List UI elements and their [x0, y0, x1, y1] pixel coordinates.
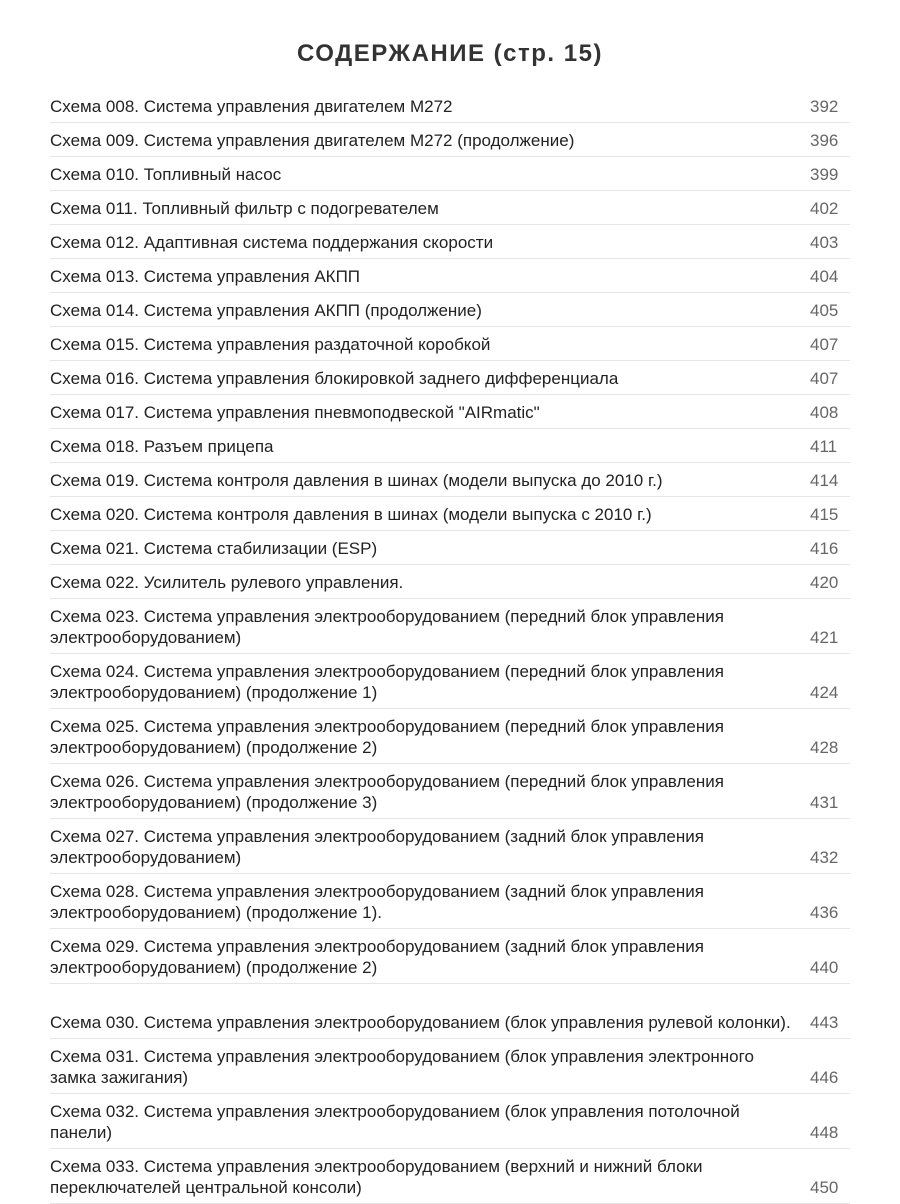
toc-entry-page: 436: [810, 903, 839, 922]
toc-entry-page: 428: [810, 738, 839, 757]
toc-entry-title: Схема 029. Система управления электрооборудованием (задний блок управления электрооборудованием) (продолжение 2): [50, 937, 704, 977]
toc-entry-title: Схема 019. Система контроля давления в шинах (модели выпуска до 2010 г.): [50, 471, 663, 490]
toc-entry-page: 421: [810, 628, 839, 647]
toc-entry-title: Схема 024. Система управления электрооборудованием (передний блок управления электрооборудованием) (продолжение 1): [50, 662, 724, 702]
toc-entry: [50, 1149, 850, 1204]
table-of-contents: [50, 89, 850, 1204]
toc-entry-page: 405: [810, 301, 839, 320]
toc-entry: [50, 361, 850, 395]
page-title: СОДЕРЖАНИЕ (стр. 15): [297, 40, 603, 67]
toc-entry-page: 407: [810, 335, 839, 354]
toc-entry-page: 404: [810, 267, 839, 286]
toc-entry: [50, 225, 850, 259]
toc-entry: [50, 497, 850, 531]
toc-entry-page: 392: [810, 97, 839, 116]
toc-entry-title: Схема 012. Адаптивная система поддержания скорости: [50, 233, 494, 252]
toc-entry-title: Схема 016. Система управления блокировкой заднего дифференциала: [50, 369, 619, 388]
toc-entry-title: Схема 025. Система управления электрооборудованием (передний блок управления электрооборудованием) (продолжение 2): [50, 717, 724, 757]
toc-entry: [50, 191, 850, 225]
toc-entry-title: Схема 021. Система стабилизации (ESP): [50, 539, 378, 558]
toc-entry-title: Схема 015. Система управления раздаточной коробкой: [50, 335, 491, 354]
toc-entry: [50, 764, 850, 819]
toc-entry-title: Схема 026. Система управления электрооборудованием (передний блок управления электрооборудованием) (продолжение 3): [50, 772, 724, 812]
toc-entry-title: Схема 018. Разъем прицепа: [50, 437, 274, 456]
toc-entry-title: Схема 022. Усилитель рулевого управления.: [50, 573, 404, 592]
toc-entry-page: 408: [810, 403, 839, 422]
toc-entry: [50, 293, 850, 327]
toc-entry-page: 407: [810, 369, 839, 388]
toc-entry: [50, 709, 850, 764]
toc-entry-title: Схема 010. Топливный насос: [50, 165, 282, 184]
toc-entry-title: Схема 031. Система управления электрооборудованием (блок управления электронного замка зажигания): [50, 1047, 754, 1087]
toc-entry-title: Схема 011. Топливный фильтр с подогревателем: [50, 199, 439, 218]
toc-entry-page: 396: [810, 131, 839, 150]
toc-entry: [50, 874, 850, 929]
toc-entry-title: Схема 033. Система управления электрооборудованием (верхний и нижний блоки переключателей центральной консоли): [50, 1157, 703, 1197]
toc-entry: [50, 531, 850, 565]
toc-entry-page: 440: [810, 958, 839, 977]
toc-entry-page: 450: [810, 1178, 839, 1197]
toc-entry: [50, 1094, 850, 1149]
toc-entry-title: Схема 030. Система управления электрооборудованием (блок управления рулевой колонки).: [50, 1013, 791, 1032]
toc-entry-title: Схема 032. Система управления электрооборудованием (блок управления потолочной панели): [50, 1102, 740, 1142]
toc-entry-page: 411: [810, 437, 838, 456]
toc-entry: [50, 599, 850, 654]
toc-entry-page: 415: [810, 505, 839, 524]
toc-entry: [50, 123, 850, 157]
toc-entry-page: 424: [810, 683, 839, 702]
toc-entry-title: Схема 020. Система контроля давления в шинах (модели выпуска с 2010 г.): [50, 505, 652, 524]
toc-entry-page: 446: [810, 1068, 839, 1087]
toc-entry-title: Схема 027. Система управления электрооборудованием (задний блок управления электрооборудованием): [50, 827, 704, 867]
toc-entry: [50, 654, 850, 709]
toc-entry-page: 431: [810, 793, 839, 812]
toc-entry: [50, 1039, 850, 1094]
toc-entry-title: Схема 009. Система управления двигателем M272 (продолжение): [50, 131, 575, 150]
toc-entry-page: 416: [810, 539, 839, 558]
toc-entry: [50, 463, 850, 497]
toc-entry-page: 414: [810, 471, 839, 490]
toc-entry-page: 399: [810, 165, 839, 184]
toc-entry: [50, 819, 850, 874]
toc-entry: [50, 429, 850, 463]
toc-entry-page: 420: [810, 573, 839, 592]
toc-entry: [50, 984, 850, 1039]
toc-entry-title: Схема 023. Система управления электрооборудованием (передний блок управления электрооборудованием): [50, 607, 724, 647]
toc-entry: [50, 395, 850, 429]
toc-entry-title: Схема 008. Система управления двигателем M272: [50, 97, 453, 116]
toc-entry: [50, 89, 850, 123]
toc-entry-page: 448: [810, 1123, 839, 1142]
toc-entry: [50, 929, 850, 984]
toc-entry-page: 443: [810, 1013, 839, 1032]
toc-entry-page: 402: [810, 199, 839, 218]
toc-entry-title: Схема 017. Система управления пневмоподвеской "AIRmatic": [50, 403, 540, 422]
toc-entry: [50, 157, 850, 191]
toc-entry: [50, 327, 850, 361]
toc-entry: [50, 565, 850, 599]
toc-entry: [50, 259, 850, 293]
toc-entry-title: Схема 028. Система управления электрооборудованием (задний блок управления электрооборудованием) (продолжение 1).: [50, 882, 704, 922]
toc-entry-title: Схема 014. Система управления АКПП (продолжение): [50, 301, 482, 320]
toc-entry-page: 432: [810, 848, 839, 867]
toc-entry-page: 403: [810, 233, 839, 252]
toc-entry-title: Схема 013. Система управления АКПП: [50, 267, 361, 286]
